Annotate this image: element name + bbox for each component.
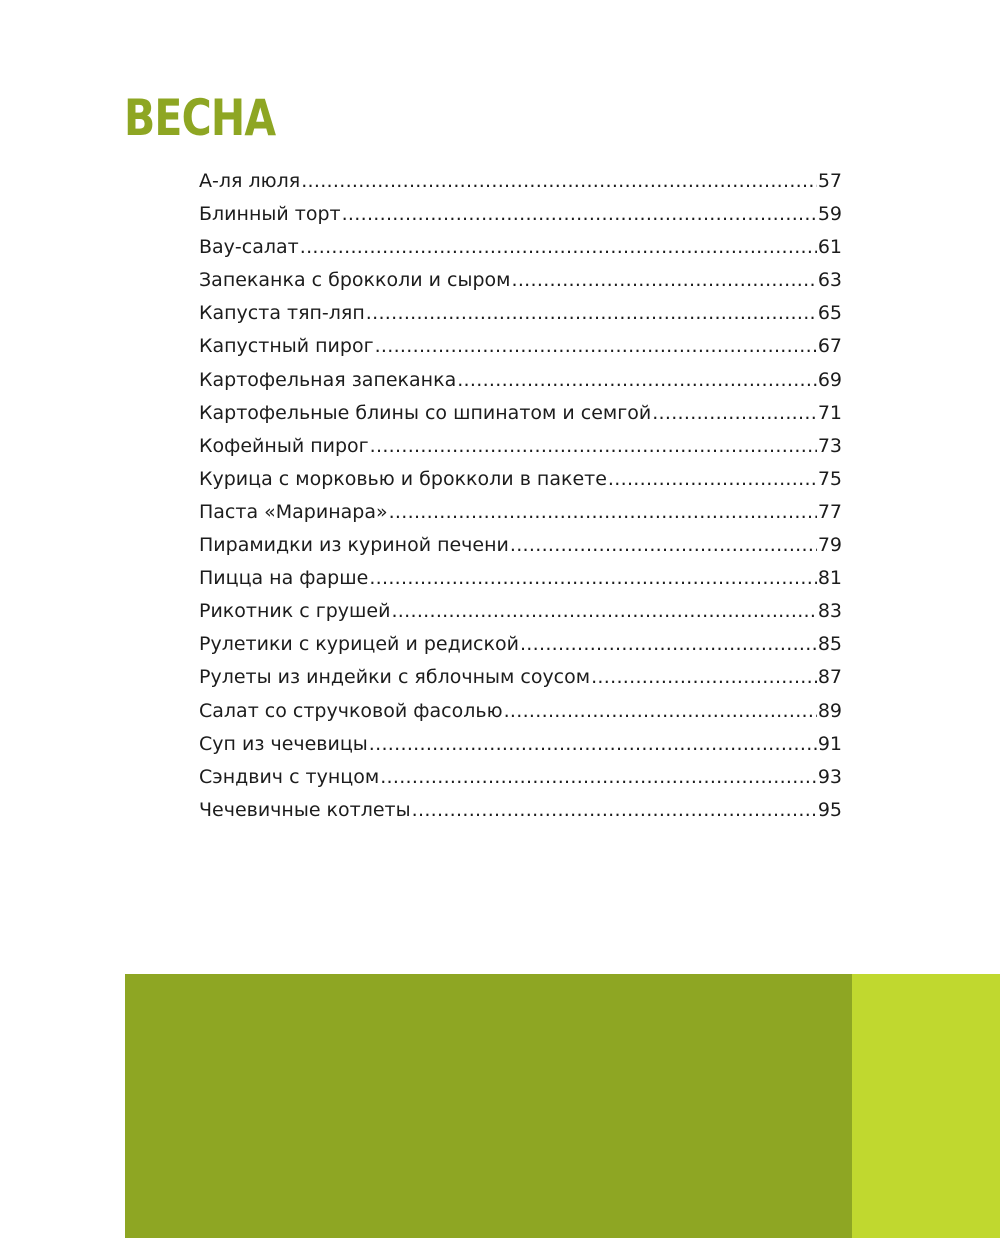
- toc-entry-page: 95: [817, 798, 842, 821]
- toc-entry-page: 65: [817, 302, 842, 325]
- toc-entry-title: Рулеты из индейки с яблочным соусом: [199, 666, 591, 689]
- toc-entry-page: 91: [817, 732, 842, 755]
- toc-dot-leader: [389, 496, 817, 529]
- toc-entry[interactable]: [199, 198, 842, 231]
- toc-entry-title: Блинный торт: [199, 203, 341, 226]
- decorative-band-light: [852, 974, 1000, 1238]
- toc-entry[interactable]: [199, 794, 842, 827]
- toc-entry-title: Рулетики с курицей и редиской: [199, 633, 519, 656]
- toc-entry-title: Картофельная запеканка: [199, 368, 457, 391]
- toc-entry-page: 77: [817, 500, 842, 523]
- toc-entry-title: Рикотник с грушей: [199, 600, 391, 623]
- toc-entry[interactable]: [199, 595, 842, 628]
- toc-entry-title: Салат со стручковой фасолью: [199, 699, 503, 722]
- toc-entry[interactable]: [199, 463, 842, 496]
- toc-entry-title: Сэндвич с тунцом: [199, 765, 380, 788]
- toc-entry-page: 93: [817, 765, 842, 788]
- toc-entry-page: 85: [817, 633, 842, 656]
- toc-dot-leader: [504, 695, 817, 728]
- toc-entry-page: 73: [817, 434, 842, 457]
- toc-entry-page: 81: [817, 567, 842, 590]
- toc-dot-leader: [369, 562, 817, 595]
- toc-entry-title: Пицца на фарше: [199, 567, 369, 590]
- toc-dot-leader: [300, 231, 817, 264]
- toc-entry-title: Кофейный пирог: [199, 434, 369, 457]
- toc-dot-leader: [520, 628, 817, 661]
- toc-entry-page: 69: [817, 368, 842, 391]
- toc-entry[interactable]: [199, 628, 842, 661]
- toc-entry[interactable]: [199, 330, 842, 363]
- toc-entry-page: 59: [817, 203, 842, 226]
- toc-dot-leader: [370, 430, 817, 463]
- toc-entry-page: 63: [817, 269, 842, 292]
- toc-entry-page: 61: [817, 236, 842, 259]
- toc-entry[interactable]: [199, 695, 842, 728]
- toc-dot-leader: [512, 264, 817, 297]
- toc-entry[interactable]: [199, 496, 842, 529]
- toc-entry[interactable]: [199, 661, 842, 694]
- toc-entry[interactable]: [199, 364, 842, 397]
- toc-entry-title: Картофельные блины со шпинатом и семгой: [199, 401, 652, 424]
- toc-entry-page: 57: [817, 170, 842, 192]
- toc-entry-title: Чечевичные котлеты: [199, 798, 411, 821]
- toc-entry-title: Капуста тяп-ляп: [199, 302, 365, 325]
- toc-dot-leader: [652, 397, 817, 430]
- toc-entry[interactable]: [199, 761, 842, 794]
- toc-entry[interactable]: [199, 297, 842, 330]
- toc-entry[interactable]: [199, 264, 842, 297]
- toc-dot-leader: [457, 364, 817, 397]
- decorative-band-dark: [125, 974, 852, 1238]
- toc-entry[interactable]: [199, 430, 842, 463]
- toc-entry-title: А-ля люля: [199, 170, 301, 192]
- table-of-contents: [199, 165, 842, 827]
- toc-dot-leader: [301, 165, 817, 198]
- toc-dot-leader: [608, 463, 817, 496]
- toc-entry-title: Запеканка с брокколи и сыром: [199, 269, 511, 292]
- toc-entry-title: Суп из чечевицы: [199, 732, 368, 755]
- toc-dot-leader: [369, 728, 817, 761]
- toc-entry[interactable]: [199, 529, 842, 562]
- section-title: ВЕСНА: [124, 89, 276, 147]
- toc-entry-page: 71: [817, 401, 842, 424]
- toc-entry[interactable]: [199, 728, 842, 761]
- toc-entry-title: Капустный пирог: [199, 335, 374, 358]
- toc-entry-title: Пирамидки из куриной печени: [199, 534, 509, 557]
- toc-entry[interactable]: [199, 231, 842, 264]
- toc-entry-title: Паста «Маринара»: [199, 500, 388, 523]
- toc-entry-page: 87: [817, 666, 842, 689]
- toc-dot-leader: [342, 198, 817, 231]
- toc-dot-leader: [375, 330, 817, 363]
- toc-entry-page: 67: [817, 335, 842, 358]
- toc-entry-page: 89: [817, 699, 842, 722]
- toc-entry[interactable]: [199, 165, 842, 198]
- toc-entry-page: 79: [817, 534, 842, 557]
- toc-entry-page: 83: [817, 600, 842, 623]
- toc-entry[interactable]: [199, 562, 842, 595]
- toc-entry[interactable]: [199, 397, 842, 430]
- toc-entry-title: Вау-салат: [199, 236, 299, 259]
- toc-dot-leader: [391, 595, 816, 628]
- toc-entry-page: 75: [817, 467, 842, 490]
- toc-dot-leader: [510, 529, 817, 562]
- toc-entry-title: Курица с морковью и брокколи в пакете: [199, 467, 607, 490]
- toc-dot-leader: [591, 661, 817, 694]
- toc-dot-leader: [380, 761, 817, 794]
- toc-dot-leader: [412, 794, 817, 827]
- toc-dot-leader: [366, 297, 817, 330]
